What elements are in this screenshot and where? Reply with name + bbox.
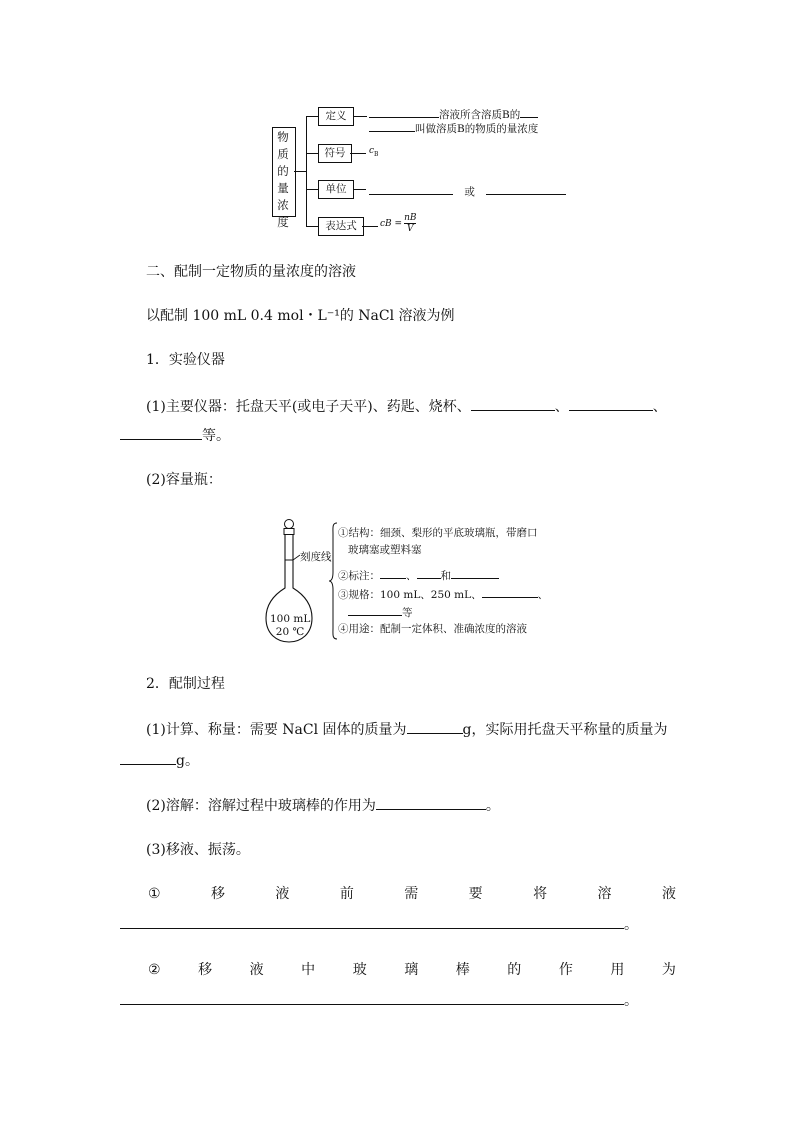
concept-root-label: 物质的量浓度	[277, 130, 289, 229]
answer-blank[interactable]	[120, 914, 624, 929]
expression-numerator: nB	[404, 213, 417, 223]
answer-blank[interactable]	[471, 396, 555, 411]
unit-text	[369, 180, 566, 199]
item1-question1-line2: 等。	[120, 425, 230, 446]
flask-volume: 100 mL	[270, 613, 311, 625]
branch-connector	[306, 116, 318, 117]
definition-arrow-line	[353, 116, 367, 117]
symbol-label-box	[318, 144, 352, 163]
expression-denominator: V	[407, 224, 414, 234]
answer-blank[interactable]	[376, 795, 486, 810]
expression-lhs: cB =	[380, 218, 403, 229]
answer-blank[interactable]	[369, 117, 415, 132]
unit-label: 单位	[325, 183, 347, 195]
section-heading: 二、配制一定物质的量浓度的溶液	[146, 264, 356, 280]
flask-temperature: 20 ℃	[275, 626, 305, 638]
definition-text-line2: 叫做溶质B的物质的量浓度	[369, 117, 538, 136]
answer-blank[interactable]	[120, 750, 176, 765]
expression-formula	[380, 213, 416, 234]
answer-blank[interactable]	[120, 425, 202, 440]
expression-arrow-line	[362, 226, 378, 227]
item2-title: 2．配制过程	[146, 676, 225, 692]
item2-part3-q2: ② 移 液 中 玻 璃 棒 的 作 用 为	[148, 962, 676, 978]
flask-note-spec-cont: 等	[348, 601, 413, 620]
answer-blank[interactable]	[348, 601, 402, 616]
volumetric-flask-figure	[262, 518, 552, 648]
branch-connector	[306, 153, 318, 154]
answer-blank[interactable]	[451, 564, 499, 579]
item2-part2: (2)溶解：溶解过程中玻璃棒的作用为 。	[146, 795, 500, 816]
flask-note-structure: ①结构：细颈、梨形的平底玻璃瓶，带磨口	[338, 527, 538, 539]
item1-question1-line1: (1)主要仪器：托盘天平(或电子天平)、药匙、烧杯、 、 、	[146, 396, 667, 417]
item2-part3: (3)移液、振荡。	[146, 842, 250, 858]
item2-part3-q2-answer: 。	[120, 990, 638, 1011]
item1-title: 1．实验仪器	[146, 352, 225, 368]
unit-or: 或	[464, 186, 475, 198]
expression-label: 表达式	[325, 220, 357, 232]
unit-label-box	[318, 180, 354, 199]
brace-icon	[328, 522, 338, 640]
flask-mark-label: 刻度线	[300, 551, 332, 563]
item2-part1-line2: g。	[120, 750, 199, 771]
section-example: 以配制 100 mL 0.4 mol・L⁻¹的 NaCl 溶液为例	[146, 308, 455, 324]
item2-part1-line1: (1)计算、称量：需要 NaCl 固体的质量为 g，实际用托盘天平称量的质量为	[146, 719, 668, 740]
answer-blank[interactable]	[482, 583, 538, 598]
answer-blank[interactable]	[369, 103, 439, 118]
item2-part3-q1: ① 移 液 前 需 要 将 溶 液	[148, 886, 676, 902]
answer-blank[interactable]	[120, 990, 624, 1005]
item2-part3-q1-answer: 。	[120, 914, 638, 935]
definition-label-box	[318, 107, 354, 126]
definition-label: 定义	[325, 110, 347, 122]
answer-blank[interactable]	[417, 564, 441, 579]
flask-note-spec: ③规格：100 mL、250 mL、 、	[338, 583, 548, 602]
branch-connector	[306, 189, 318, 190]
symbol-value: $c_B$	[369, 146, 379, 158]
vertical-connector	[306, 116, 307, 226]
symbol-label: 符号	[324, 147, 346, 159]
answer-blank[interactable]	[520, 103, 538, 118]
item1-question2: (2)容量瓶：	[146, 472, 222, 488]
answer-blank[interactable]	[486, 180, 566, 195]
flask-note-structure-cont: 玻璃塞或塑料塞	[348, 544, 422, 556]
answer-blank[interactable]	[369, 180, 453, 195]
unit-arrow-line	[353, 189, 366, 190]
answer-blank[interactable]	[380, 564, 406, 579]
answer-blank[interactable]	[569, 396, 653, 411]
answer-blank[interactable]	[407, 719, 463, 734]
flask-note-marking: ②标注： 、 和	[338, 564, 499, 583]
flask-note-usage: ④用途：配制一定体积、准确浓度的溶液	[338, 623, 527, 635]
symbol-arrow-line	[350, 153, 366, 154]
expression-label-box	[318, 217, 364, 236]
definition-text-line1: 溶液所含溶质B的	[369, 103, 538, 122]
root-connector	[294, 171, 306, 172]
branch-connector	[306, 226, 318, 227]
